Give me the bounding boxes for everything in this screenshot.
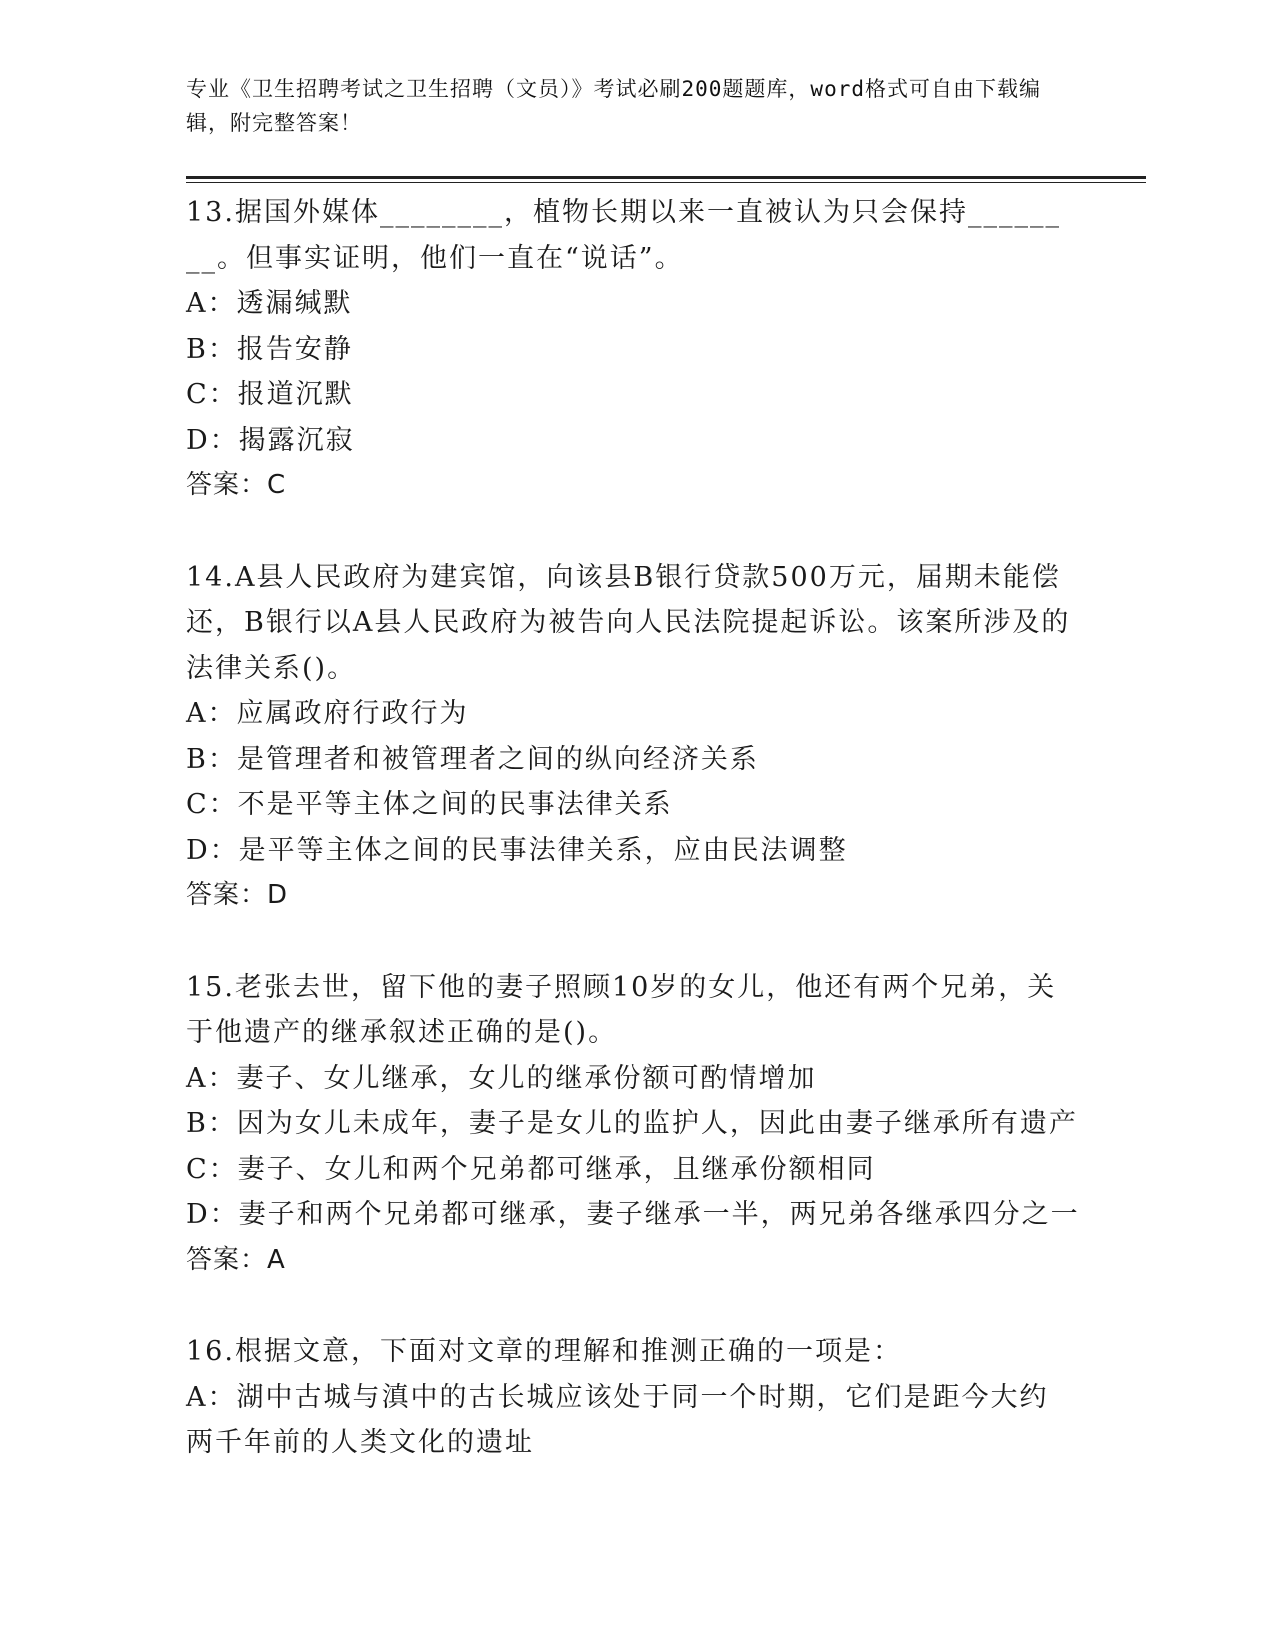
option-a: A：透漏缄默 — [186, 288, 353, 319]
question-13 — [186, 190, 1076, 509]
document-header: 专业《卫生招聘考试之卫生招聘（文员）》考试必刷200题题库，word格式可自由下载编辑，附完整答案！ — [186, 77, 1041, 135]
option-a: A：湖中古城与滇中的古长城应该处于同一个时期，它们是距今大约两千年前的人类文化的遗址 — [186, 1381, 1049, 1458]
option-a: A：妻子、女儿继承，女儿的继承份额可酌情增加 — [186, 1062, 817, 1094]
question-stem: 16.根据文意，下面对文章的理解和推测正确的一项是： — [186, 1336, 902, 1367]
answer-line: 答案：D — [186, 880, 289, 910]
answer-line: 答案：A — [186, 1244, 286, 1275]
answer-line: 答案：C — [186, 470, 287, 500]
option-c: C：报道沉默 — [186, 379, 354, 410]
header-divider-thick — [186, 176, 1146, 179]
question-16 — [186, 1329, 1076, 1466]
option-d: D：妻子和两个兄弟都可继承，妻子继承一半，两兄弟各继承四分之一 — [186, 1199, 1080, 1230]
question-list — [186, 190, 1080, 1466]
question-stem: 13.据国外媒体________，植物长期以来一直被认为只会保持________。但事实证明，他们一直在“说话”。 — [186, 197, 1061, 274]
option-b: B：因为女儿未成年，妻子是女儿的监护人，因此由妻子继承所有遗产 — [186, 1108, 1078, 1139]
option-b: B：是管理者和被管理者之间的纵向经济关系 — [186, 743, 759, 775]
option-a: A：应属政府行政行为 — [186, 698, 469, 729]
option-d: D：揭露沉寂 — [186, 424, 355, 456]
question-15 — [186, 965, 1080, 1284]
option-c: C：妻子、女儿和两个兄弟都可继承，且继承份额相同 — [186, 1153, 876, 1185]
question-14 — [186, 555, 1076, 919]
option-c: C：不是平等主体之间的民事法律关系 — [186, 789, 673, 820]
option-d: D：是平等主体之间的民事法律关系，应由民法调整 — [186, 834, 848, 866]
option-b: B：报告安静 — [186, 333, 353, 365]
question-stem: 15.老张去世，留下他的妻子照顾10岁的女儿，他还有两个兄弟，关于他遗产的继承叙述正确的是()。 — [186, 971, 1057, 1048]
question-stem: 14.A县人民政府为建宾馆，向该县B银行贷款500万元，届期未能偿还，B银行以A县人民政府为被告向人民法院提起诉讼。该案所涉及的法律关系()。 — [186, 561, 1071, 684]
header-divider-thin — [186, 182, 1146, 183]
